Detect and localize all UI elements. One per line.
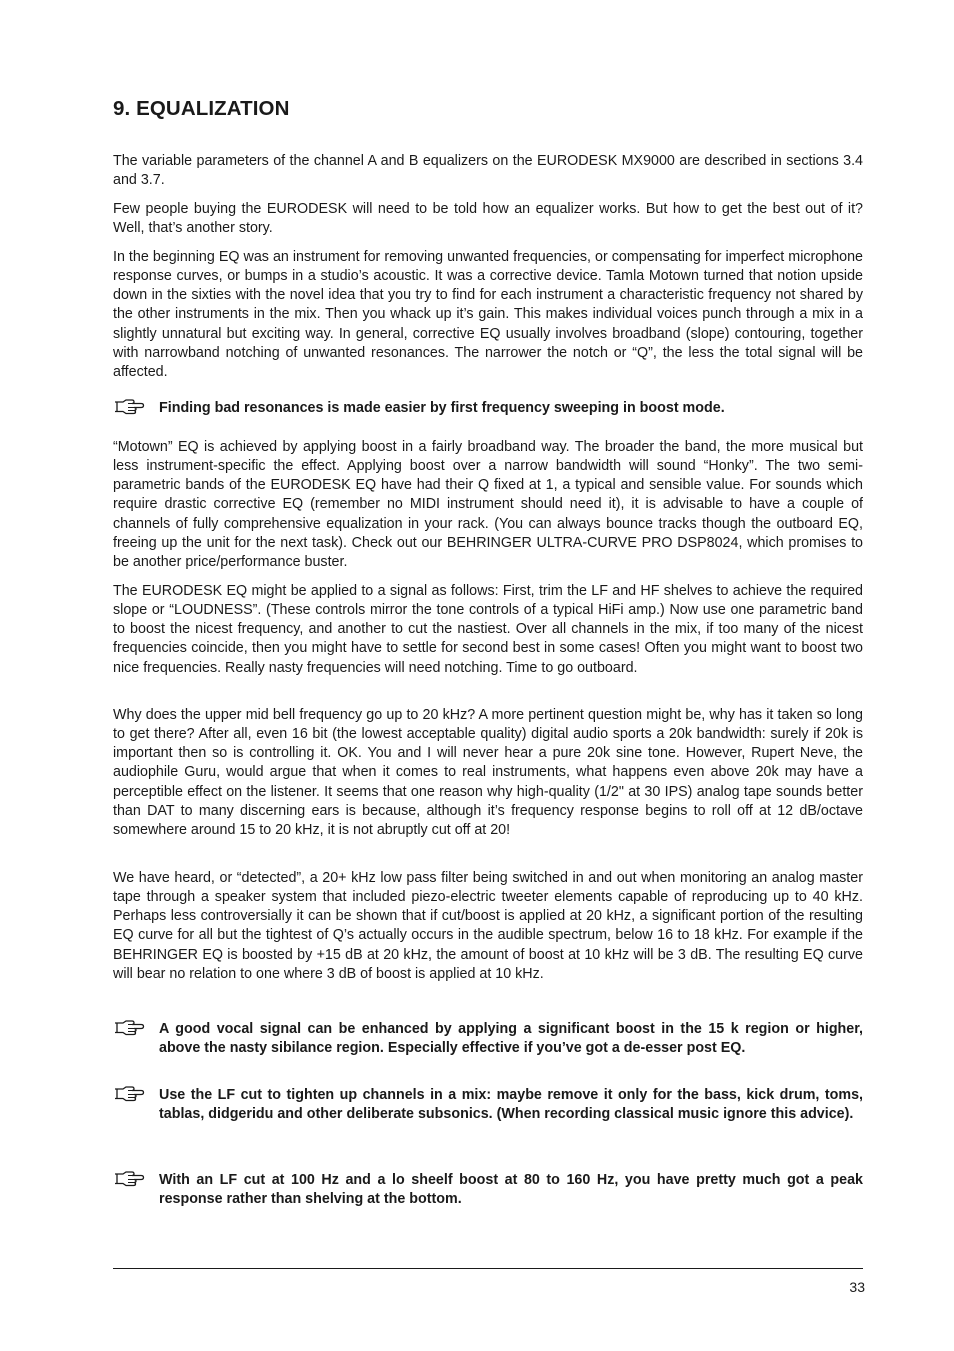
note-text: With an LF cut at 100 Hz and a lo sheelf boost at 80 to 160 Hz, you have pretty much got a peak response rather than shelving at the bottom. [159,1172,863,1208]
pointing-hand-icon [113,1171,159,1191]
paragraph-motown: “Motown” EQ is achieved by applying boost in a fairly broadband way. The broader the band, the more musical but less instrument-specific the effect. Applying boost over a narrow bandwidth will sound “Honky”. The two semi-parametric bands of the EURODESK EQ have had their Q fixed at 1, a typical and sensible value. For sounds which require drastic corrective EQ (remember no MIDI instrument should need it), it is advisable to have a couple of channels of fully comprehensive equalization in your rack. (You can always bounce tracks though the outboard EQ, freeing up the unit for the next task). Check out our BEHRINGER ULTRA-CURVE PRO DSP8024, which promises to be another price/performance buster. [113,439,863,570]
footer-divider [113,1268,863,1269]
section-heading: 9. EQUALIZATION [113,97,290,120]
paragraph-20khz: Why does the upper mid bell frequency go up to 20 kHz? A more pertinent question might be, why has it taken so long to get there? After all, even 16 bit (the lowest acceptable quality) digital audio sports a 20k bandwidth: surely if 20k is important then so is controlling it. OK. You and I will never hear a pure 20k sine tone. However, Rupert Neve, the audiophile Guru, would argue that when it comes to real instruments, what happens even above 20k may have a perceptible effect on the listener. It seems that one reason why high-quality (1/2" at 30 IPS) analog tape sounds better than DAT to many discerning ears is because, although it’s frequency response begins to roll off at 12 dB/octave somewhere around 15 to 20 kHz, it is not abruptly cut off at 20! [113,707,863,838]
pointing-hand-icon [113,399,159,419]
note-lf-cut [113,1086,863,1124]
paragraph-how-to: Few people buying the EURODESK will need to be told how an equalizer works. But how to get the best out of it? Well, that’s another story. [113,201,863,237]
paragraph-application: The EURODESK EQ might be applied to a signal as follows: First, trim the LF and HF shelves to achieve the required slope or “LOUDNESS”. (These controls mirror the tone controls of a typical HiFi amp.) Now use one parametric band to boost the nicest frequency, and another to cut the nastiest. Over all channels in the mix, if too many of the nicest frequencies coincide, then you might have to settle for second best in some cases! Often you might want to boost two nice frequencies. Really nasty frequencies will need notching. Time to go outboard. [113,583,863,676]
note-vocal [113,1020,863,1058]
note-text: A good vocal signal can be enhanced by applying a significant boost in the 15 k region or higher, above the nasty sibilance region. Especially effective if you’ve got a de-esser post EQ. [159,1021,863,1057]
note-peak-response [113,1171,863,1209]
paragraph-history: In the beginning EQ was an instrument for removing unwanted frequencies, or compensating for imperfect microphone response curves, or bumps in a studio’s acoustic. It was a corrective device. Tamla Motown turned that notion upside down in the sixties with the novel idea that you try to find for each instrument a characteristic frequency not shared by the other instruments in the mix. Then you whack up it’s gain. This makes individual voices punch through a mix in a slightly unnatural but exciting way. In general, corrective EQ usually involves broadband (slope) contouring, together with narrowband notching of unwanted resonances. The narrower the notch or “Q”, the less the total signal will be affected. [113,249,863,380]
page-number: 33 [849,1279,865,1295]
pointing-hand-icon [113,1086,159,1106]
paragraph-detected: We have heard, or “detected”, a 20+ kHz low pass filter being switched in and out when monitoring an analog master tape through a speaker system that included piezo-electric tweeter elements capable of reproducing up to 40 kHz. Perhaps less controversially it can be shown that if cut/boost is applied at 20 kHz, a significant portion of the resulting EQ curve for all but the tightest of Q’s actually occurs in the audible spectrum, below 16 to 18 kHz. For example if the BEHRINGER EQ is boosted by +15 dB at 20 kHz, the amount of boost at 10 kHz will be 3 dB. The resulting EQ curve will bear no relation to one where 3 dB of boost is applied at 10 kHz. [113,870,863,982]
note-text: Use the LF cut to tighten up channels in a mix: maybe remove it only for the bass, kick drum, toms, tablas, didgeridu and other deliberate subsonics. (When recording classical music ignore this advice). [159,1087,863,1123]
note-text: Finding bad resonances is made easier by first frequency sweeping in boost mode. [159,400,725,416]
note-resonances [113,399,863,419]
pointing-hand-icon [113,1020,159,1040]
paragraph-intro: The variable parameters of the channel A and B equalizers on the EURODESK MX9000 are described in sections 3.4 and 3.7. [113,153,863,189]
